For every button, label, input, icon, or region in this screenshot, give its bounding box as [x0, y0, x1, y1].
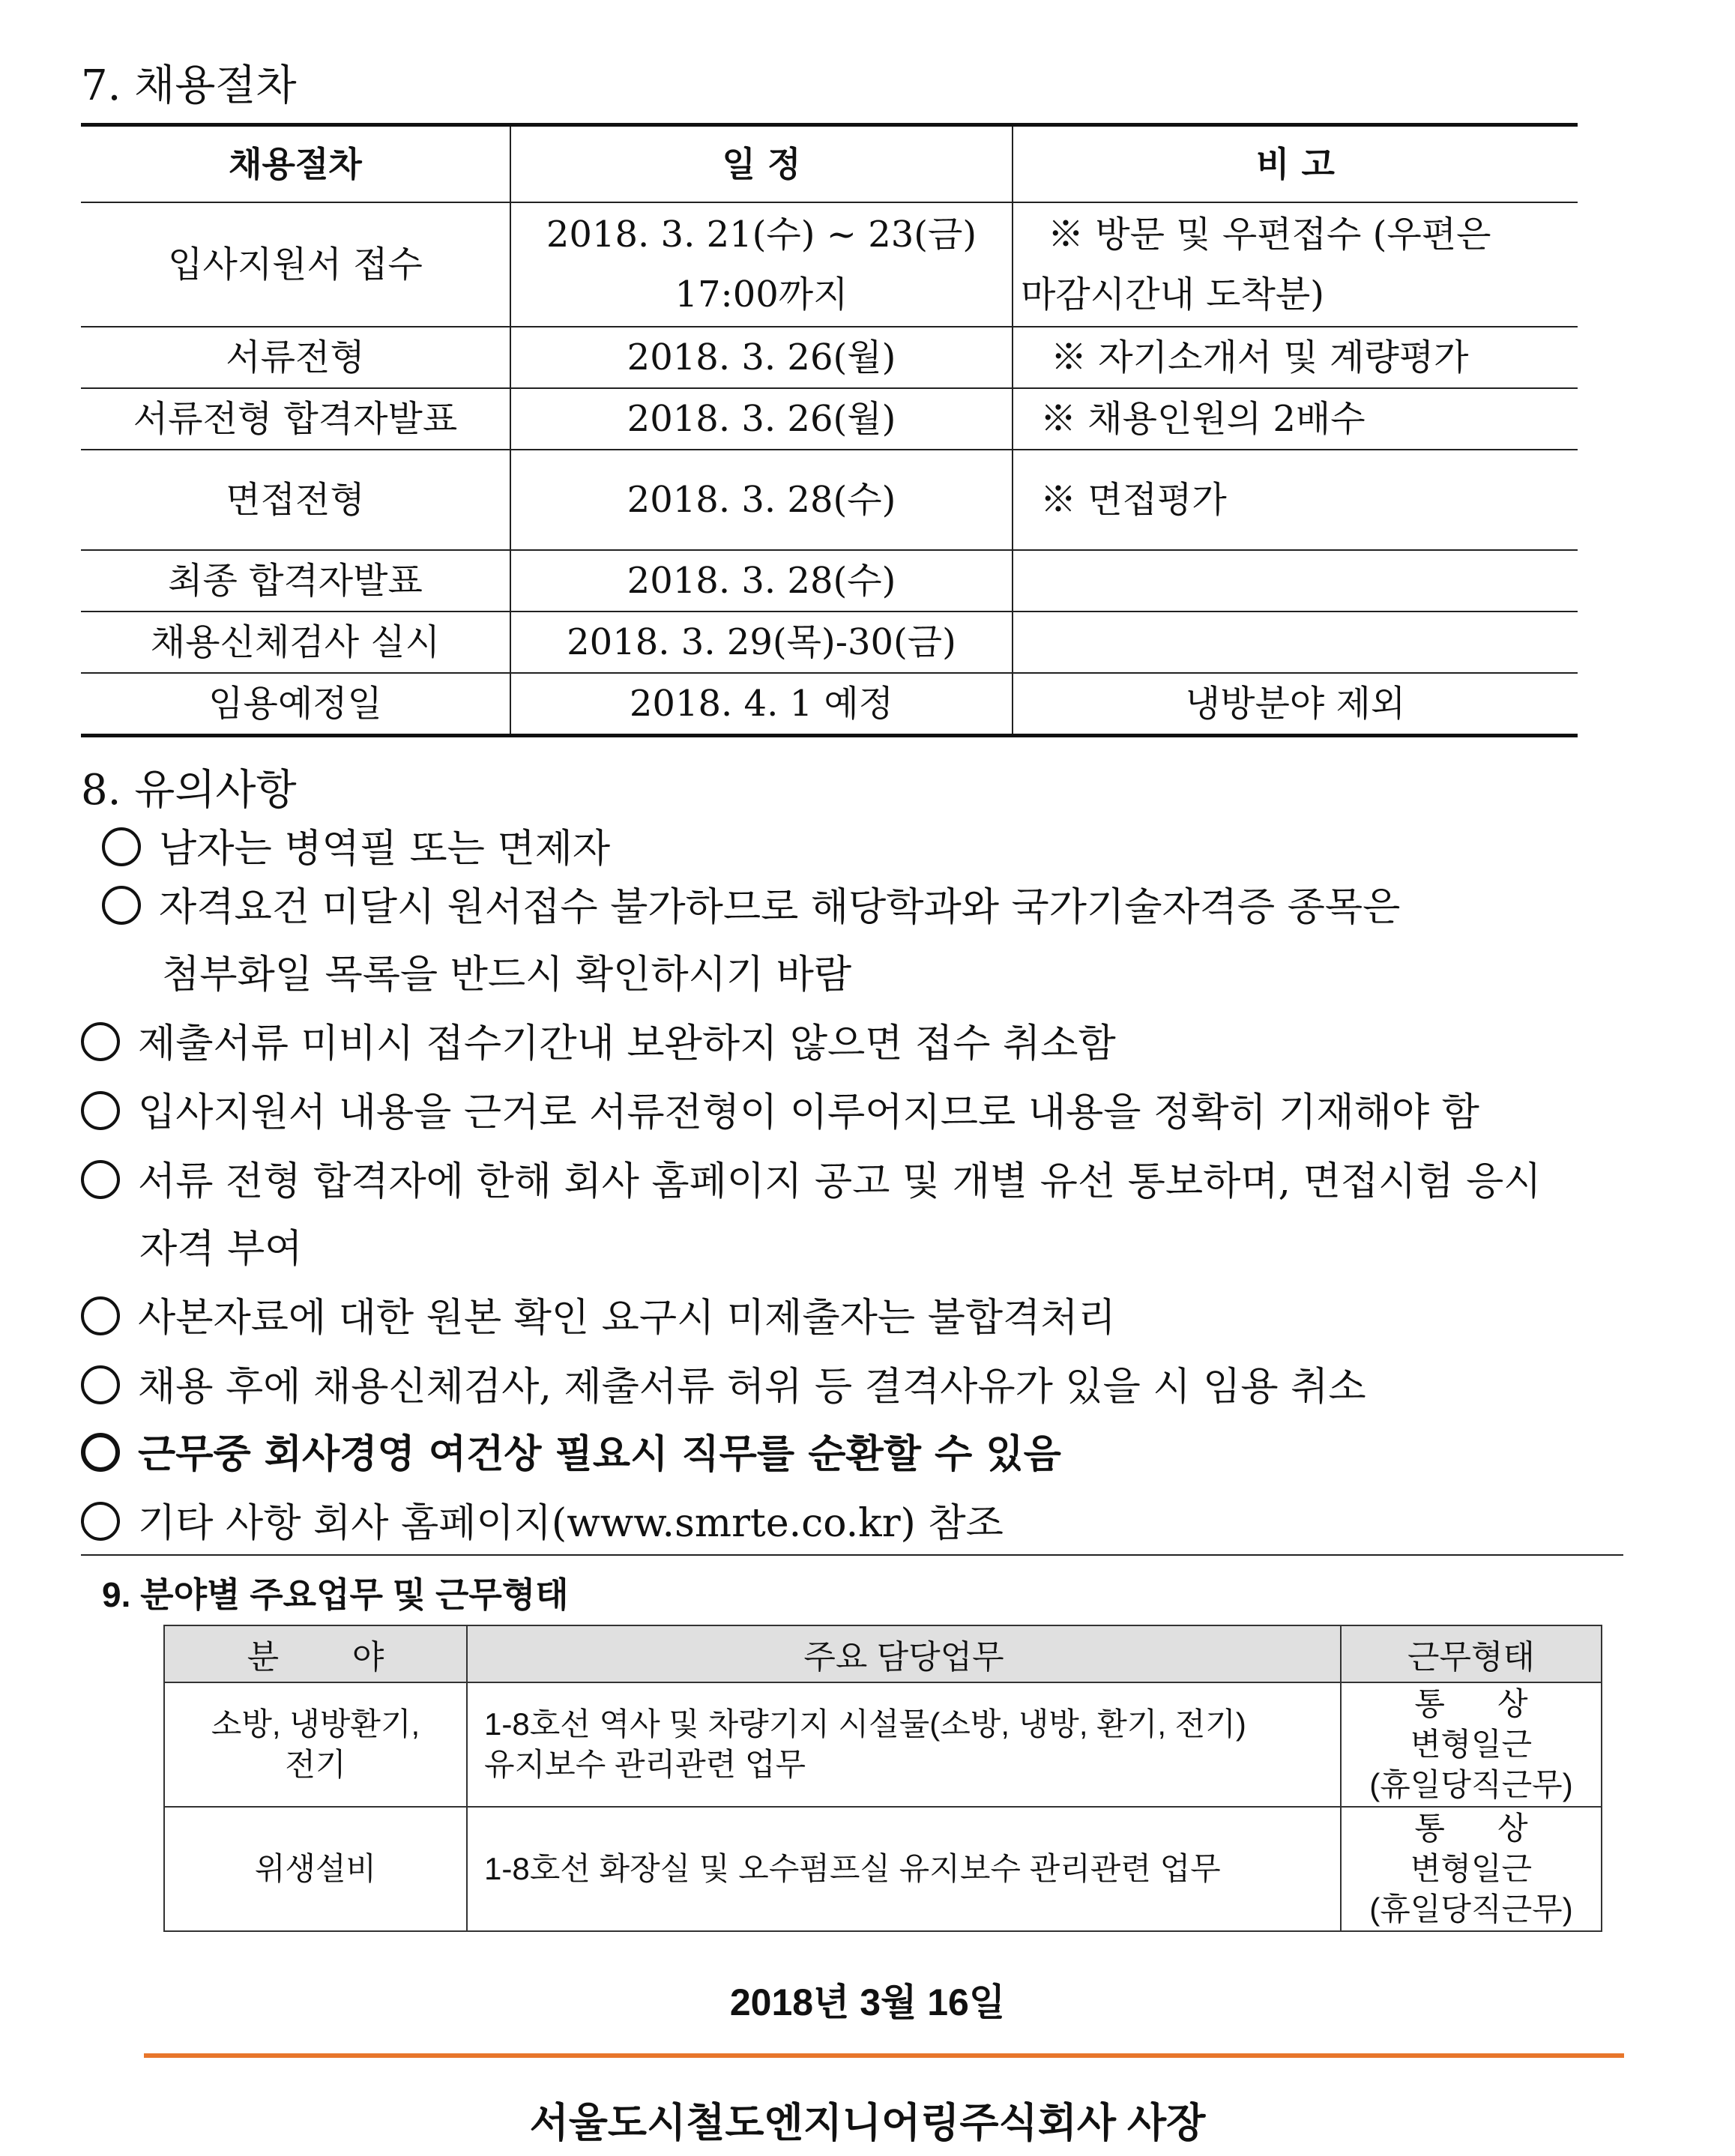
circle-bullet-icon	[102, 886, 141, 925]
step-cell: 서류전형 합격자발표	[81, 388, 510, 450]
schedule-cell: 2018. 3. 28(수)	[510, 550, 1013, 612]
work-type-cell	[1341, 1807, 1602, 1931]
table-row	[81, 550, 1578, 612]
list-item	[81, 1012, 1116, 1068]
schedule-cell: 2018. 3. 26(월)	[510, 388, 1013, 450]
note-text: 자격요건 미달시 원서접수 불가하므로 해당학과와 국가기술자격증 종목은	[159, 885, 1401, 930]
note-text: 근무중 회사경영 여건상 필요시 직무를 순환할 수 있음	[138, 1431, 1061, 1477]
schedule-cell: 2018. 3. 26(월)	[510, 327, 1013, 388]
work-type-line: 통 상	[1414, 1686, 1528, 1721]
document-date: 2018년 3월 16일	[729, 1981, 1006, 2023]
work-type-line: 변형일근	[1410, 1727, 1533, 1762]
note-text: 제출서류 미비시 접수기간내 보완하지 않으면 접수 취소함	[138, 1021, 1116, 1066]
step-cell: 서류전형	[81, 327, 510, 388]
field-cell: 위생설비	[164, 1807, 467, 1931]
note-cell	[1013, 612, 1578, 673]
section-7-title: 7. 채용절차	[81, 61, 297, 110]
company-signature: 서울도시철도엔지니어링주식회사 사장	[529, 2101, 1206, 2146]
note-cell	[1013, 550, 1578, 612]
note-text: 채용 후에 채용신체검사, 제출서류 허위 등 결격사유가 있을 시 임용 취소	[138, 1365, 1366, 1410]
note-text: 서류 전형 합격자에 한해 회사 홈페이지 공고 및 개별 유선 통보하며, 면접시험 응시	[138, 1159, 1542, 1204]
col-header-work-type: 근무형태	[1341, 1625, 1602, 1682]
table-row	[81, 612, 1578, 673]
table-row	[81, 202, 1578, 327]
schedule-cell: 2018. 4. 1 예정	[510, 673, 1013, 736]
list-item	[81, 1286, 1116, 1342]
table-header-row	[164, 1625, 1602, 1682]
col-header-field: 분 야	[164, 1625, 467, 1682]
circle-bullet-icon	[81, 1433, 120, 1472]
schedule-cell	[510, 202, 1013, 327]
duty-cell: 1-8호선 화장실 및 오수펌프실 유지보수 관리관련 업무	[467, 1807, 1341, 1931]
step-cell: 최종 합격자발표	[81, 550, 510, 612]
step-cell: 입사지원서 접수	[81, 202, 510, 327]
note-text: 사본자료에 대한 원본 확인 요구시 미제출자는 불합격처리	[138, 1296, 1116, 1341]
circle-bullet-icon	[81, 1365, 120, 1404]
list-item	[81, 1355, 1366, 1411]
circle-bullet-icon	[81, 1160, 120, 1199]
duty-line: 유지보수 관리관련 업무	[484, 1747, 806, 1782]
work-type-line: 통 상	[1414, 1811, 1528, 1846]
circle-bullet-icon	[81, 1091, 120, 1130]
duties-table	[163, 1625, 1602, 1932]
list-item-continuation: 첨부화일 목록을 반드시 확인하시기 바람	[162, 952, 852, 997]
list-item	[81, 1491, 1004, 1547]
field-cell	[164, 1682, 467, 1807]
col-header-step: 채용절차	[81, 125, 510, 203]
work-type-line: (휴일당직근무)	[1369, 1767, 1573, 1802]
section-9-title: 9. 분야별 주요업무 및 근무형태	[102, 1575, 569, 1614]
duty-line: 1-8호선 역사 및 차량기지 시설물(소방, 냉방, 환기, 전기)	[484, 1706, 1246, 1742]
note-cell: 냉방분야 제외	[1013, 673, 1578, 736]
step-cell: 면접전형	[81, 450, 510, 550]
list-item	[102, 875, 1400, 931]
circle-bullet-icon	[81, 1502, 120, 1541]
recruitment-schedule-table	[81, 123, 1578, 737]
field-line: 소방, 냉방환기,	[211, 1706, 420, 1742]
list-item	[81, 1081, 1479, 1137]
note-cell	[1013, 202, 1578, 327]
list-item	[81, 1150, 1542, 1206]
circle-bullet-icon	[81, 1022, 120, 1061]
table-row	[81, 450, 1578, 550]
schedule-line: 2018. 3. 21(수) ~ 23(금)	[546, 214, 977, 256]
schedule-cell: 2018. 3. 29(목)-30(금)	[510, 612, 1013, 673]
circle-bullet-icon	[102, 827, 141, 866]
note-cell: ※ 채용인원의 2배수	[1013, 388, 1578, 450]
orange-divider	[144, 2053, 1624, 2058]
table-row	[164, 1807, 1602, 1931]
note-text: 기타 사항 회사 홈페이지(www.smrte.co.kr) 참조	[138, 1501, 1004, 1546]
list-item	[102, 817, 610, 873]
duty-cell	[467, 1682, 1341, 1807]
step-cell: 채용신체검사 실시	[81, 612, 510, 673]
table-row	[81, 673, 1578, 736]
note-line: 마감시간내 도착분)	[1021, 274, 1324, 315]
work-type-line: (휴일당직근무)	[1369, 1891, 1573, 1927]
step-cell: 임용예정일	[81, 673, 510, 736]
list-item	[81, 1422, 1061, 1479]
note-text: 남자는 병역필 또는 면제자	[159, 827, 611, 872]
col-header-duty: 주요 담당업무	[467, 1625, 1341, 1682]
list-item-continuation: 자격 부여	[139, 1227, 303, 1272]
table-row	[81, 327, 1578, 388]
col-header-schedule: 일 정	[510, 125, 1013, 203]
table-header-row	[81, 125, 1578, 203]
note-text: 입사지원서 내용을 근거로 서류전형이 이루어지므로 내용을 정확히 기재해야 함	[138, 1090, 1479, 1135]
field-line: 전기	[285, 1747, 346, 1782]
divider	[81, 1554, 1623, 1556]
note-cell: ※ 면접평가	[1013, 450, 1578, 550]
note-cell: ※ 자기소개서 및 계량평가	[1013, 327, 1578, 388]
work-type-line: 변형일근	[1410, 1851, 1533, 1886]
table-row	[164, 1682, 1602, 1807]
circle-bullet-icon	[81, 1296, 120, 1335]
schedule-cell: 2018. 3. 28(수)	[510, 450, 1013, 550]
col-header-note: 비 고	[1013, 125, 1578, 203]
note-line: ※ 방문 및 우편접수 (우편은	[1048, 214, 1491, 256]
section-8-title: 8. 유의사항	[81, 766, 297, 815]
work-type-cell	[1341, 1682, 1602, 1807]
table-row	[81, 388, 1578, 450]
schedule-line: 17:00까지	[675, 274, 848, 315]
